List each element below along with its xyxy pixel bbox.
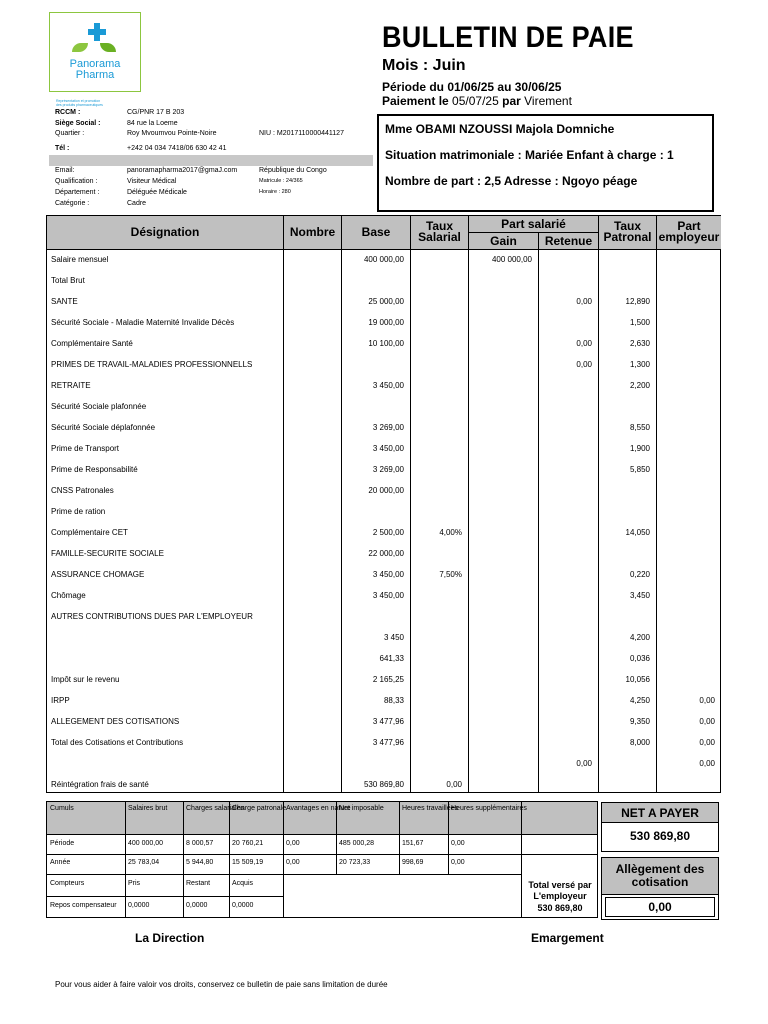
row-label: Réintégration frais de santé (51, 780, 149, 789)
cell-taux-pat: 4,250 (629, 696, 650, 705)
email-label: Email: (55, 167, 75, 174)
rccm-value: CG/PNR 17 B 203 (127, 109, 185, 116)
cell-base: 10 100,00 (368, 339, 404, 348)
matricule-value: Matricule : 24/365 (259, 178, 303, 184)
row-label: AUTRES CONTRIBUTIONS DUES PAR L'EMPLOYEUR (51, 612, 253, 621)
cat-label: Catégorie : (55, 200, 90, 207)
payment-line: Paiement le 05/07/25 par Virement (382, 94, 572, 108)
col-taux-patronal: Taux Patronal (599, 216, 656, 249)
siege-label: Siège Social : (55, 120, 101, 127)
row-label: Prime de ration (51, 507, 106, 516)
cell-base: 20 000,00 (368, 486, 404, 495)
net-pay-box (601, 802, 719, 852)
compteurs-cell: Acquis (232, 880, 254, 887)
cell-taux-pat: 5,850 (629, 465, 650, 474)
row-label: SANTE (51, 297, 78, 306)
payslip-table (46, 215, 721, 793)
cumuls-annee-cell: 0,00 (286, 859, 300, 866)
horaire-value: Horaire : 280 (259, 189, 291, 195)
cell-taux-pat: 0,220 (629, 570, 650, 579)
cell-part-emp: 0,00 (699, 717, 715, 726)
cumuls-header: Charge patronale (232, 805, 287, 812)
row-label: Salaire mensuel (51, 255, 109, 264)
cumuls-header: Heures supplémentaires (451, 805, 527, 812)
cumuls-annee-cell: 25 783,04 (128, 859, 160, 866)
cumuls-header: Salaires brut (128, 805, 168, 812)
row-label: RETRAITE (51, 381, 91, 390)
total-verse-label: Total versé par L'employeur (528, 880, 592, 901)
allegement-label: Allègement des cotisation (602, 858, 718, 895)
cumuls-header: Net imposable (339, 805, 384, 812)
cell-base: 3 450,00 (372, 570, 404, 579)
logo-tagline: Représentation et promotion des produits pharmaceutiques (56, 99, 103, 107)
net-pay-value: 530 869,80 (629, 829, 691, 843)
cell-base: 3 269,00 (372, 423, 404, 432)
row-label: Prime de Responsabilité (51, 465, 138, 474)
row-label: CNSS Patronales (51, 486, 114, 495)
row-label: Complémentaire CET (51, 528, 128, 537)
cell-base: 2 500,00 (372, 528, 404, 537)
cell-taux-pat: 9,350 (629, 717, 650, 726)
col-part-employeur: Part employeur (657, 216, 721, 249)
quartier-label: Quartier : (55, 130, 85, 137)
cell-base: 19 000,00 (368, 318, 404, 327)
row-label: Total Brut (51, 276, 85, 285)
cell-taux-pat: 10,056 (625, 675, 650, 684)
cumuls-header: Charges salariales (186, 805, 244, 812)
cell-retenue: 0,00 (576, 360, 592, 369)
dept-value: Déléguée Médicale (127, 189, 187, 196)
row-label: ASSURANCE CHOMAGE (51, 570, 145, 579)
row-label: Chômage (51, 591, 86, 600)
quartier-value: Roy Mvoumvou Pointe-Noire (127, 130, 217, 137)
cumuls-periode-cell: 0,00 (451, 840, 465, 847)
cell-base: 3 477,96 (372, 717, 404, 726)
row-label: FAMILLE-SECURITE SOCIALE (51, 549, 164, 558)
cell-taux-pat: 1,300 (629, 360, 650, 369)
compteurs-cell: Pris (128, 880, 141, 887)
cell-taux-pat: 0,036 (629, 654, 650, 663)
cell-taux-pat: 1,900 (629, 444, 650, 453)
cell-base: 3 450,00 (372, 591, 404, 600)
leaf-icon (72, 43, 88, 52)
cell-base: 3 477,96 (372, 738, 404, 747)
cumuls-header: Cumuls (50, 805, 74, 812)
cell-base: 88,33 (383, 696, 404, 705)
rccm-label: RCCM : (55, 109, 81, 116)
cumuls-header: Avantages en nature (286, 805, 351, 812)
email-value: panoramapharma2017@gmaJ.com (127, 167, 238, 174)
allegement-box (601, 857, 719, 920)
redaction-bar (49, 155, 373, 166)
cell-gain: 400 000,00 (491, 255, 532, 264)
repos-cell: 0,0000 (128, 902, 150, 909)
cumuls-periode-cell: 8 000,57 (186, 840, 214, 847)
cell-retenue: 0,00 (576, 759, 592, 768)
cell-taux-pat: 14,050 (625, 528, 650, 537)
allegement-value: 0,00 (605, 897, 715, 917)
cumuls-periode-cell: 400 000,00 (128, 840, 164, 847)
row-label: Sécurité Sociale - Maladie Maternité Invalide Décès (51, 318, 235, 327)
cell-base: 3 269,00 (372, 465, 404, 474)
employee-situation: Situation matrimoniale : Mariée Enfant à charge : 1 (385, 148, 674, 162)
compteurs-cell: Restant (186, 880, 211, 887)
cell-base: 641,33 (379, 654, 404, 663)
cumuls-periode-cell: 20 760,21 (232, 840, 264, 847)
cumuls-annee-cell: 20 723,33 (339, 859, 371, 866)
direction-label: La Direction (135, 931, 205, 945)
col-gain: Gain (469, 233, 538, 249)
col-nombre: Nombre (284, 216, 341, 249)
cell-part-emp: 0,00 (699, 696, 715, 705)
cat-value: Cadre (127, 200, 147, 207)
cell-taux-pat: 4,200 (629, 633, 650, 642)
net-pay-label: NET A PAYER (602, 803, 718, 823)
cumuls-annee-cell: 998,69 (402, 859, 424, 866)
tel-label: Tél : (55, 145, 70, 152)
country-value: République du Congo (259, 167, 327, 174)
cell-taux-pat: 8,000 (629, 738, 650, 747)
qualif-value: Visiteur Médical (127, 178, 177, 185)
cell-taux-sal: 4,00% (439, 528, 462, 537)
row-label: Sécurité Sociale déplafonnée (51, 423, 156, 432)
col-part-salarie: Part salarié (469, 216, 598, 232)
employee-name: Mme OBAMI NZOUSSI Majola Domniche (385, 122, 615, 136)
cell-taux-pat: 8,550 (629, 423, 650, 432)
cell-taux-sal: 0,00 (446, 780, 462, 789)
cumuls-annee-cell: 15 509,19 (232, 859, 264, 866)
cell-taux-sal: 7,50% (439, 570, 462, 579)
niu-value: NIU : M2017110000441127 (259, 130, 344, 137)
cell-retenue: 0,00 (576, 339, 592, 348)
leaf-icon (100, 43, 116, 52)
cell-base: 3 450,00 (372, 444, 404, 453)
cell-base: 530 869,80 (363, 780, 404, 789)
cell-taux-pat: 3,450 (629, 591, 650, 600)
cell-taux-pat: 2,630 (629, 339, 650, 348)
cross-icon (88, 23, 106, 41)
row-label: Sécurité Sociale plafonnée (51, 402, 147, 411)
company-logo (49, 12, 141, 92)
cumuls-annee-cell: 5 944,80 (186, 859, 214, 866)
cumuls-table (46, 801, 598, 918)
cell-taux-pat: 12,890 (625, 297, 650, 306)
row-label: Complémentaire Santé (51, 339, 133, 348)
row-label: IRPP (51, 696, 70, 705)
footer-note: Pour vous aider à faire valoir vos droits, conservez ce bulletin de paie sans limitation de durée (55, 980, 388, 989)
cell-base: 2 165,25 (372, 675, 404, 684)
cumuls-header: Heures travaillées (402, 805, 459, 812)
period: Période du 01/06/25 au 30/06/25 (382, 80, 562, 94)
month: Mois : Juin (382, 57, 466, 74)
page-title: BULLETIN DE PAIE (382, 20, 634, 54)
cell-base: 400 000,00 (363, 255, 404, 264)
cumuls-annee-cell: 0,00 (451, 859, 465, 866)
logo-line1: Panorama (69, 58, 121, 70)
repos-cell: Repos compensateur (50, 902, 117, 909)
col-base: Base (342, 216, 410, 249)
cumuls-periode-cell: Période (50, 840, 75, 847)
cell-part-emp: 0,00 (699, 738, 715, 747)
cell-base: 3 450,00 (372, 381, 404, 390)
row-label: Prime de Transport (51, 444, 120, 453)
col-designation: Désignation (47, 216, 283, 249)
siege-value: 84 rue la Loeme (127, 120, 178, 127)
logo-line2: Pharma (75, 69, 115, 81)
cell-taux-pat: 1,500 (629, 318, 650, 327)
row-label: Impôt sur le revenu (51, 675, 120, 684)
cell-base: 3 450 (383, 633, 404, 642)
cumuls-periode-cell: 151,67 (402, 840, 424, 847)
repos-cell: 0,0000 (186, 902, 208, 909)
cell-taux-pat: 2,200 (629, 381, 650, 390)
compteurs-cell: Compteurs (50, 880, 85, 887)
emargement-label: Emargement (531, 931, 604, 945)
qualif-label: Qualification : (55, 178, 98, 185)
cell-base: 22 000,00 (368, 549, 404, 558)
col-taux-salarial: Taux Salarial (411, 216, 468, 249)
row-label: ALLEGEMENT DES COTISATIONS (51, 717, 180, 726)
cell-retenue: 0,00 (576, 297, 592, 306)
cumuls-periode-cell: 485 000,28 (339, 840, 375, 847)
cell-part-emp: 0,00 (699, 759, 715, 768)
dept-label: Département : (55, 189, 100, 196)
cell-base: 25 000,00 (368, 297, 404, 306)
row-label: Total des Cotisations et Contributions (51, 738, 184, 747)
tel-value: +242 04 034 7418/06 630 42 41 (127, 145, 227, 152)
employee-parts: Nombre de part : 2,5 Adresse : Ngoyo péage (385, 174, 638, 188)
employee-box (377, 114, 714, 212)
total-verse-value: 530 869,80 (537, 903, 583, 913)
repos-cell: 0,0000 (232, 902, 254, 909)
col-retenue: Retenue (539, 233, 598, 249)
cumuls-annee-cell: Année (50, 859, 71, 866)
row-label: PRIMES DE TRAVAIL-MALADIES PROFESSIONNELLS (51, 360, 253, 369)
cumuls-periode-cell: 0,00 (286, 840, 300, 847)
